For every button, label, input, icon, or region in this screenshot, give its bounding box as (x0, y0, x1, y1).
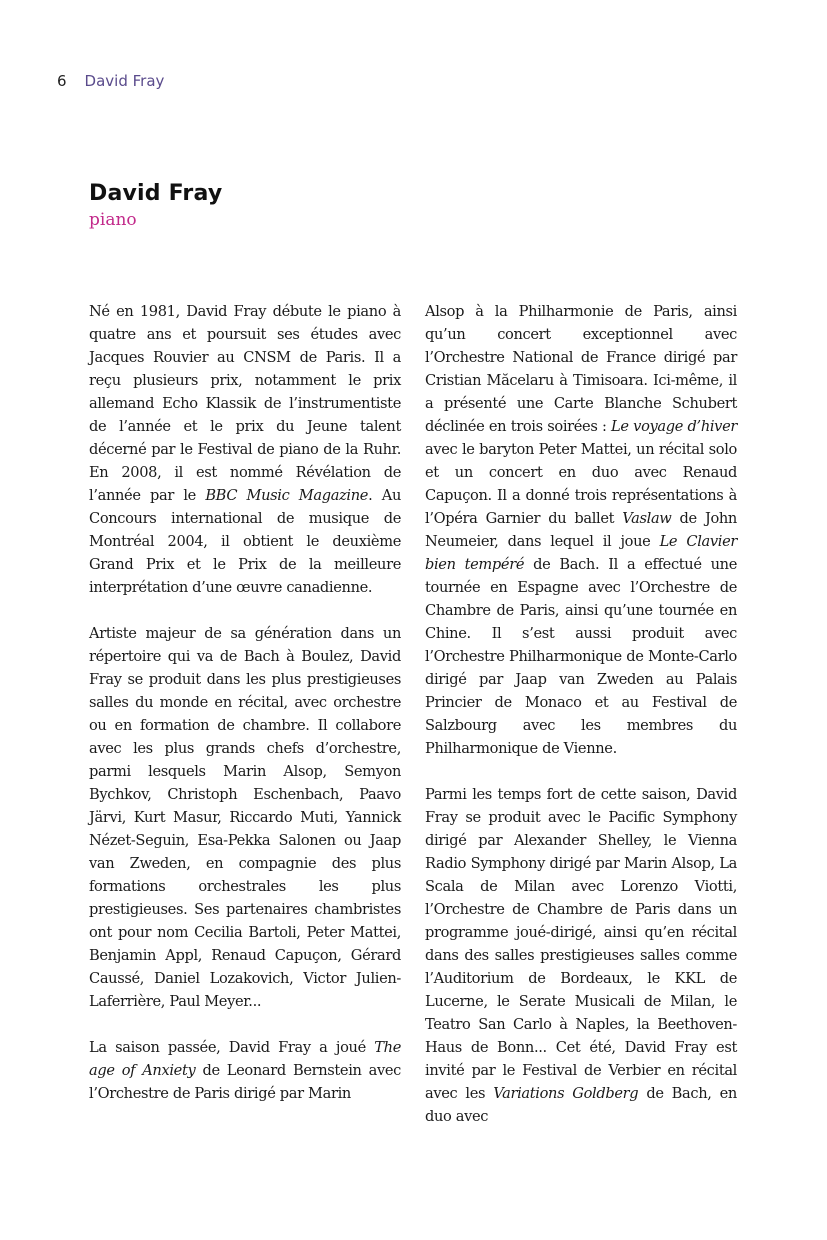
paragraph-text: . Au Concours international de musique de Montréal 2004, il obtient le deuxième Grand Prix et le Prix de la meilleure interprétation d’une œuvre canadienne. (89, 487, 401, 596)
body-paragraph (89, 300, 401, 599)
body-paragraph (89, 1036, 401, 1105)
italic-title-text: Variations Goldberg (493, 1085, 639, 1102)
italic-title-text: BBC Music Magazine (205, 487, 369, 504)
right-column (425, 300, 737, 1151)
body-paragraph (425, 300, 737, 760)
left-column (89, 300, 401, 1128)
page-subtitle: piano (89, 210, 137, 230)
paragraph-text: Parmi les temps fort de cette saison, David Fray se produit avec le Pacific Symphony dirigé par Alexander Shelley, le Vienna Radio Symphony dirigé par Marin Alsop, La Scala de Milan avec Lorenzo Viotti, l’Orchestre de Chambre de Paris dans un programme joué-dirigé, ainsi qu’en récital dans des salles prestigieuses salles comme l’Auditorium de Bordeaux, le KKL de Lucerne, le Serate Musicali de Milan, le Teatro San Carlo à Naples, la Beethoven-Haus de Bonn... Cet été, David Fray est invité par le Festival de Verbier en récital avec les (425, 786, 737, 1102)
paragraph-text: de Bach, en duo avec (425, 1085, 737, 1125)
paragraph-text: Artiste majeur de sa génération dans un répertoire qui va de Bach à Boulez, David Fray se produit dans les plus prestigieuses salles du monde en récital, avec orchestre ou en formation de chambre. Il collabore avec les plus grands chefs d’orchestre, parmi lesquels Marin Alsop, Semyon Bychkov, Christoph Eschenbach, Paavo Järvi, Kurt Masur, Riccardo Muti, Yannick Nézet-Seguin, Esa-Pekka Salonen ou Jaap van Zweden, en compagnie des plus formations orchestrales les plus prestigieuses. Ses partenaires chambristes ont pour nom Cecilia Bartoli, Peter Mattei, Benjamin Appl, Renaud Capuçon, Gérard Caussé, Daniel Lozakovich, Victor Julien-Laferrière, Paul Meyer... (89, 625, 401, 1010)
page-number: 6 (57, 72, 67, 90)
italic-title-text: Le Clavier bien tempéré (425, 533, 737, 573)
italic-title-text: Le voyage d’hiver (611, 418, 737, 435)
paragraph-text: de Bach. Il a effectué une tournée en Espagne avec l’Orchestre de Chambre de Paris, ainsi qu’une tournée en Chine. Il s’est aussi produit avec l’Orchestre Philharmonique de Monte-Carlo dirigé par Jaap van Zweden au Palais Princier de Monaco et au Festival de Salzbourg avec les membres du Philharmonique de Vienne. (425, 556, 737, 757)
running-head-title: David Fray (84, 72, 165, 90)
paragraph-text: Alsop à la Philharmonie de Paris, ainsi qu’un concert exceptionnel avec l’Orchestre National de France dirigé par Cristian Măcelaru à Timisoara. Ici-même, il a présenté une Carte Blanche Schubert déclinée en trois soirées : (425, 303, 737, 435)
italic-title-text: The age of Anxiety (89, 1039, 401, 1079)
italic-title-text: Vaslaw (622, 510, 672, 527)
paragraph-text: Né en 1981, David Fray débute le piano à quatre ans et poursuit ses études avec Jacques Rouvier au CNSM de Paris. Il a reçu plusieurs prix, notamment le prix allemand Echo Klassik de l’instrumentiste de l’année et le prix du Jeune talent décerné par le Festival de piano de la Ruhr. En 2008, il est nommé Révélation de l’année par le (89, 303, 401, 504)
running-head (57, 72, 164, 90)
paragraph-text: de Leonard Bernstein avec l’Orchestre de Paris dirigé par Marin (89, 1062, 402, 1102)
paragraph-text: avec le baryton Peter Mattei, un récital solo et un concert en duo avec Renaud Capuçon. Il a donné trois représentations à l’Opéra Garnier du ballet (425, 441, 737, 527)
body-paragraph (425, 783, 737, 1128)
page-title: David Fray (89, 181, 223, 206)
paragraph-text: de John Neumeier, dans lequel il joue (425, 510, 737, 550)
paragraph-text: La saison passée, David Fray a joué (89, 1039, 375, 1056)
body-paragraph (89, 622, 401, 1013)
